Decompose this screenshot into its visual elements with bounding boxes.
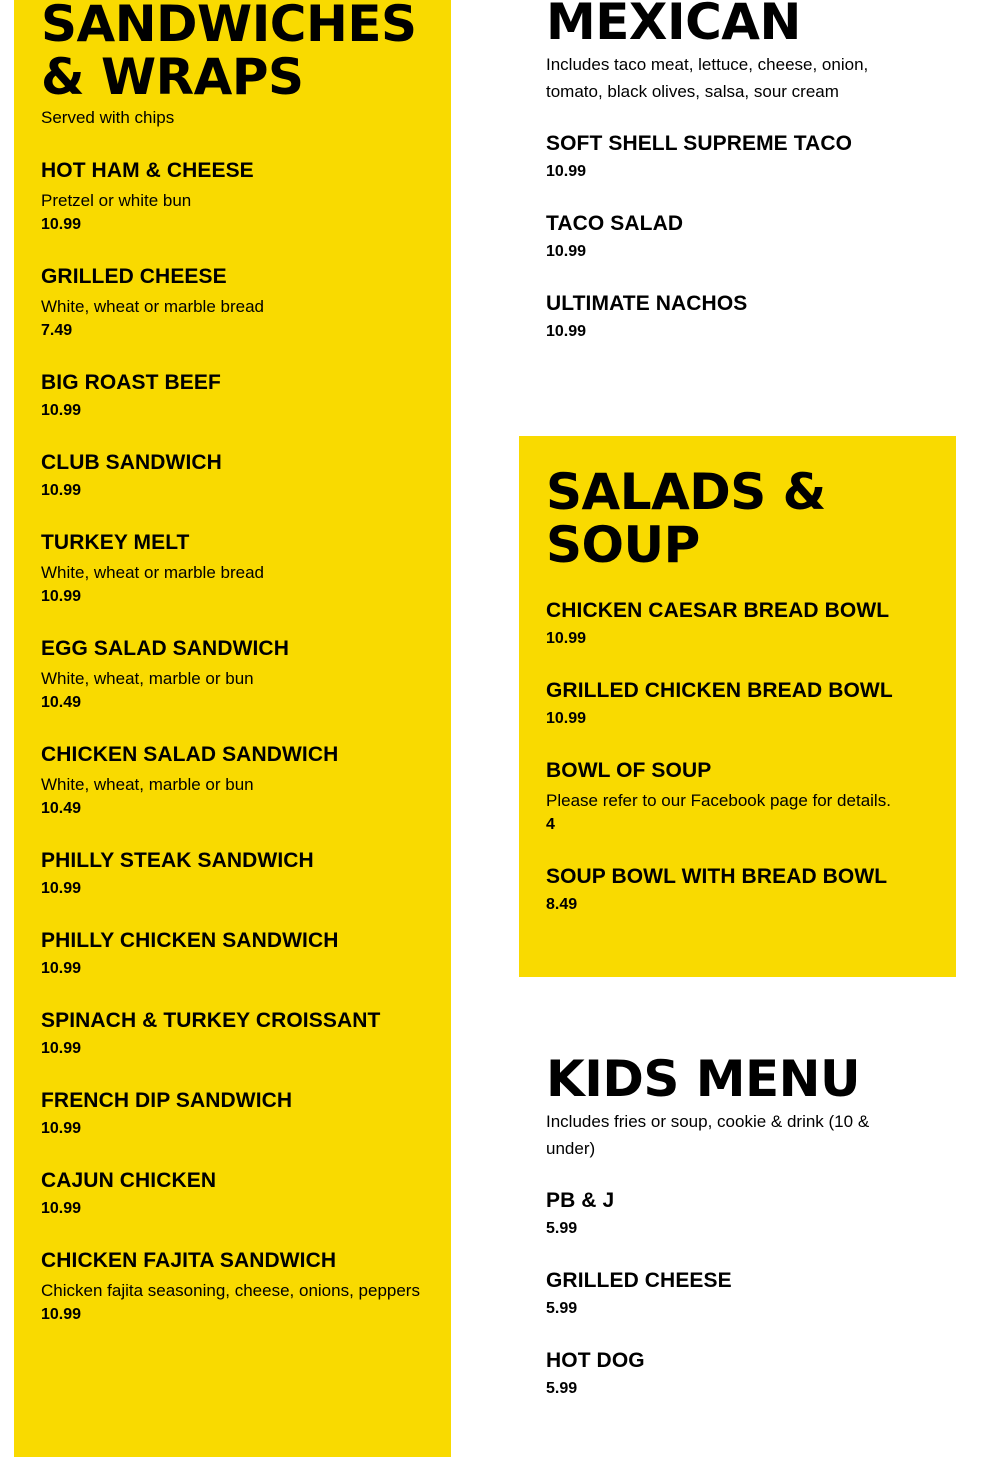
menu-item-price: 7.49 <box>41 322 73 339</box>
menu-item-description: White, wheat, marble or bun <box>41 775 254 794</box>
menu-item <box>41 1248 424 1326</box>
menu-item-name: ULTIMATE NACHOS <box>546 292 748 315</box>
section-title-mexican: MEXICAN <box>546 0 801 51</box>
menu-item-description: White, wheat or marble bread <box>41 297 264 316</box>
menu-item-name: GRILLED CHEESE <box>41 265 227 288</box>
menu-item-price: 8.49 <box>546 896 578 913</box>
menu-item-price: 5.99 <box>546 1220 578 1237</box>
menu-item <box>41 264 424 342</box>
title-line: & WRAPS <box>41 48 304 106</box>
section-title-kids: KIDS MENU <box>546 1050 861 1108</box>
menu-item <box>41 158 424 236</box>
menu-item <box>41 530 424 608</box>
menu-item-name: CHICKEN FAJITA SANDWICH <box>41 1249 337 1272</box>
menu-item <box>546 1348 929 1400</box>
menu-item-price: 10.99 <box>546 630 587 647</box>
menu-item-price: 10.99 <box>546 163 587 180</box>
menu-item-price: 5.99 <box>546 1300 578 1317</box>
menu-item-name: CHICKEN CAESAR BREAD BOWL <box>546 599 890 622</box>
menu-item-name: TURKEY MELT <box>41 531 190 554</box>
menu-item-name: SPINACH & TURKEY CROISSANT <box>41 1009 381 1032</box>
menu-item <box>546 1268 929 1320</box>
section-title-salads-soup <box>546 463 929 574</box>
menu-item-price: 10.99 <box>41 1306 82 1323</box>
title-line: SALADS & <box>546 463 826 521</box>
menu-item <box>41 450 424 502</box>
title-line: SANDWICHES <box>41 0 417 53</box>
menu-item <box>546 131 929 183</box>
menu-item-price: 4 <box>546 816 555 833</box>
menu-item-name: HOT DOG <box>546 1349 645 1372</box>
menu-item-price: 10.49 <box>41 694 82 711</box>
menu-items-list <box>546 131 929 343</box>
section-title-sandwiches <box>41 0 424 104</box>
menu-item <box>546 211 929 263</box>
menu-items-list <box>41 158 424 1326</box>
menu-item <box>41 742 424 820</box>
menu-item-name: BOWL OF SOUP <box>546 759 712 782</box>
menu-item-price: 10.99 <box>546 710 587 727</box>
menu-item-name: CLUB SANDWICH <box>41 451 222 474</box>
menu-item-price: 10.99 <box>41 880 82 897</box>
menu-item-name: EGG SALAD SANDWICH <box>41 637 289 660</box>
sandwiches-section <box>14 0 451 1457</box>
menu-item-name: PB & J <box>546 1189 615 1212</box>
menu-item-description: White, wheat or marble bread <box>41 563 264 582</box>
menu-item-price: 10.99 <box>41 1200 82 1217</box>
menu-item-description: Pretzel or white bun <box>41 191 192 210</box>
menu-item-name: TACO SALAD <box>546 212 684 235</box>
kids-menu-section <box>519 977 956 1400</box>
menu-item-price: 10.99 <box>41 1120 82 1137</box>
menu-item <box>546 1188 929 1240</box>
menu-item <box>546 598 929 650</box>
menu-item <box>546 864 929 916</box>
menu-item-price: 10.99 <box>546 243 587 260</box>
menu-item <box>41 1168 424 1220</box>
menu-item-name: PHILLY CHICKEN SANDWICH <box>41 929 339 952</box>
menu-item <box>546 758 929 836</box>
menu-item-name: HOT HAM & CHEESE <box>41 159 254 182</box>
menu-item-name: CHICKEN SALAD SANDWICH <box>41 743 339 766</box>
menu-item <box>41 848 424 900</box>
menu-item-price: 10.99 <box>41 482 82 499</box>
menu-items-list <box>546 598 929 916</box>
menu-item-price: 10.99 <box>41 216 82 233</box>
menu-item-price: 10.99 <box>41 402 82 419</box>
menu-item-price: 10.99 <box>41 588 82 605</box>
menu-item-name: GRILLED CHICKEN BREAD BOWL <box>546 679 893 702</box>
title-line: SOUP <box>546 516 700 574</box>
menu-item <box>41 636 424 714</box>
right-column <box>519 0 956 1400</box>
menu-item <box>546 291 929 343</box>
menu-item-name: GRILLED CHEESE <box>546 1269 732 1292</box>
section-description: Includes taco meat, lettuce, cheese, onion, tomato, black olives, salsa, sour cream <box>546 55 869 101</box>
menu-item-name: SOUP BOWL WITH BREAD BOWL <box>546 865 888 888</box>
menu-item <box>41 928 424 980</box>
menu-item <box>546 678 929 730</box>
menu-item-description: Chicken fajita seasoning, cheese, onions, peppers <box>41 1281 420 1300</box>
menu-item-name: SOFT SHELL SUPREME TACO <box>546 132 853 155</box>
menu-item-price: 10.99 <box>41 1040 82 1057</box>
menu-item-price: 10.99 <box>546 323 587 340</box>
menu-item-name: FRENCH DIP SANDWICH <box>41 1089 293 1112</box>
menu-item <box>41 1088 424 1140</box>
menu-item-name: CAJUN CHICKEN <box>41 1169 217 1192</box>
mexican-section <box>519 0 956 436</box>
menu-item-name: PHILLY STEAK SANDWICH <box>41 849 314 872</box>
menu-item-price: 10.49 <box>41 800 82 817</box>
menu-item-price: 5.99 <box>546 1380 578 1397</box>
menu-item <box>41 370 424 422</box>
section-description: Includes fries or soup, cookie & drink (10 & under) <box>546 1112 870 1158</box>
menu-items-list <box>546 1188 929 1400</box>
menu-item-name: BIG ROAST BEEF <box>41 371 221 394</box>
menu-item-price: 10.99 <box>41 960 82 977</box>
section-description: Served with chips <box>41 108 175 127</box>
menu-item-description: Please refer to our Facebook page for details. <box>546 791 891 810</box>
menu-item <box>41 1008 424 1060</box>
menu-item-description: White, wheat, marble or bun <box>41 669 254 688</box>
salads-soup-section <box>519 436 956 977</box>
